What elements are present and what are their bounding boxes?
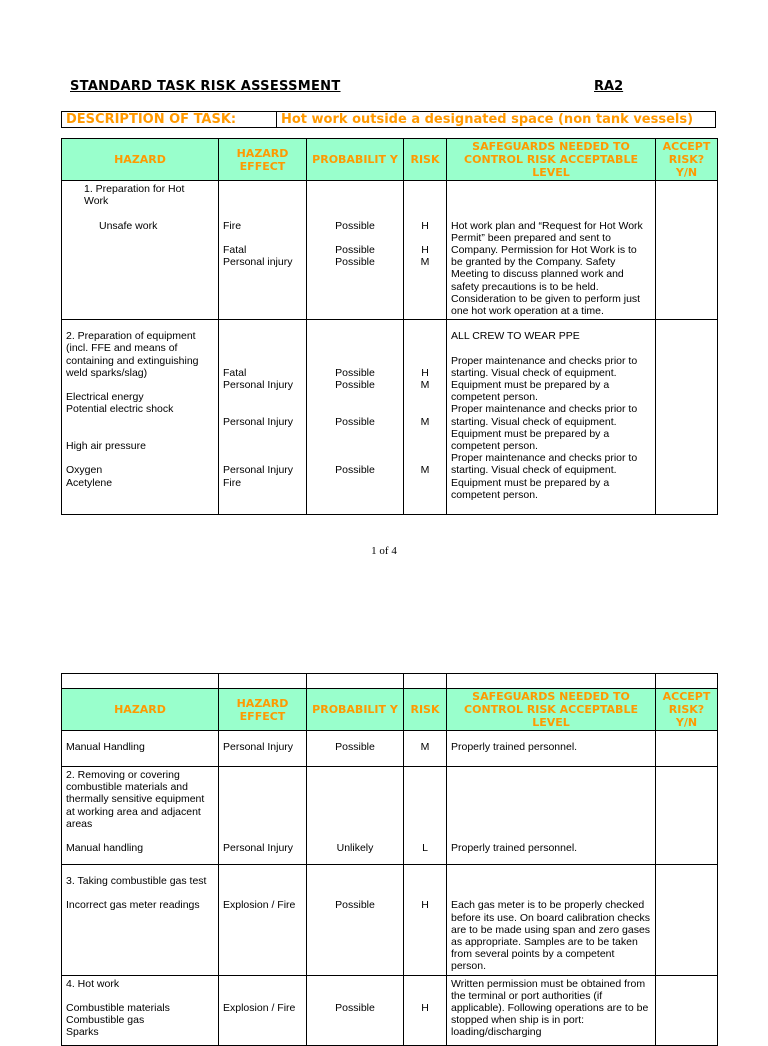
effect-cell [219, 181, 307, 320]
effect-text: Fire [223, 476, 242, 489]
safeguard-cell [447, 320, 656, 515]
header-hazard: HAZARD [62, 689, 219, 731]
hazard-text: Combustible gas [66, 1014, 145, 1027]
effect-text: Personal injury [223, 256, 293, 269]
hazard-cell [62, 865, 219, 976]
probability-text: Possible [335, 741, 375, 753]
effect-cell [219, 975, 307, 1045]
task-description-label: DESCRIPTION OF TASK: [62, 112, 277, 127]
page-number: 1 of 4 [371, 545, 397, 557]
probability-cell [307, 320, 404, 515]
safeguard-cell [447, 865, 656, 976]
step-title: 1. Preparation for Hot Work [84, 183, 185, 208]
safeguard-text: Hot work plan and “Request for Hot Work Permit” been prepared and sent to Company. Permission for Hot Work is to be granted by the Company. Safety Meeting to discuss planned work and safety precautions is to be held. Consideration to be given to perform just one hot work operation at a time. [451, 219, 643, 317]
task-description-box [61, 111, 716, 128]
risk-cell [404, 975, 447, 1045]
table-row [62, 767, 718, 865]
table-row [62, 181, 718, 320]
risk-text: M [420, 464, 430, 477]
risk-text: M [420, 741, 430, 753]
hazard-text: Acetylene [66, 476, 113, 489]
risk-text: H [421, 219, 429, 232]
hazard-cell [62, 731, 219, 767]
header-hazard-effect: HAZARD EFFECT [219, 689, 307, 731]
effect-cell [219, 865, 307, 976]
task-description-value: Hot work outside a designated space (non tank vessels) [281, 112, 694, 127]
hazard-cell [62, 975, 219, 1045]
hazard-cell [62, 320, 219, 515]
risk-cell [404, 865, 447, 976]
accept-cell [656, 731, 718, 767]
probability-text: Possible [335, 1001, 375, 1014]
effect-text: Personal Injury [223, 741, 294, 753]
effect-text: Fatal [223, 243, 247, 256]
probability-text: Possible [335, 464, 375, 477]
header-safeguards: SAFEGUARDS NEEDED TO CONTROL RISK ACCEPTABLE LEVEL [447, 139, 656, 181]
risk-cell [404, 181, 447, 320]
probability-text: Possible [335, 899, 375, 912]
safeguard-cell [447, 767, 656, 865]
effect-text: Personal Injury [223, 378, 294, 391]
effect-cell [219, 731, 307, 767]
header-risk: RISK [404, 139, 447, 181]
table-row [62, 865, 718, 976]
risk-text: M [420, 256, 430, 269]
safeguard-cell [447, 181, 656, 320]
hazard-text: Oxygen [66, 464, 103, 477]
risk-text: M [420, 378, 430, 391]
step-title: 2. Preparation of equipment (incl. FFE and means of containing and extinguishing weld sparks/slag) [66, 330, 199, 379]
risk-text: H [421, 243, 429, 256]
probability-cell [307, 865, 404, 976]
effect-text: Explosion / Fire [223, 899, 296, 912]
header-probability: PROBABILIT Y [307, 689, 404, 731]
header-probability: PROBABILIT Y [307, 139, 404, 181]
header-hazard: HAZARD [62, 139, 219, 181]
safeguard-text: Proper maintenance and checks prior to starting. Visual check of equipment. Equipment must be prepared by a competent person. [451, 403, 638, 452]
header-risk: RISK [404, 689, 447, 731]
hazard-cell [62, 767, 219, 865]
safeguard-text: Proper maintenance and checks prior to starting. Visual check of equipment. Equipment must be prepared by a competent person. [451, 452, 638, 501]
table-row [62, 975, 718, 1045]
document-ref: RA2 [594, 79, 624, 94]
probability-text: Possible [335, 366, 375, 379]
probability-cell [307, 975, 404, 1045]
probability-text: Possible [335, 219, 375, 232]
hazard-text: Manual handling [66, 842, 144, 855]
header-hazard-effect: HAZARD EFFECT [219, 139, 307, 181]
risk-text: H [421, 366, 429, 379]
header-accept-risk: ACCEPT RISK? Y/N [656, 139, 718, 181]
probability-text: Possible [335, 415, 375, 428]
safeguard-cell [447, 731, 656, 767]
probability-text: Unlikely [336, 842, 374, 855]
risk-table-page2 [61, 673, 718, 1046]
hazard-text: Manual Handling [66, 741, 145, 753]
accept-cell [656, 320, 718, 515]
table-header-row [62, 689, 718, 731]
safeguard-text: Proper maintenance and checks prior to starting. Visual check of equipment. Equipment must be prepared by a competent person. [451, 354, 638, 404]
safeguard-cell [447, 975, 656, 1045]
hazard-cell [62, 181, 219, 320]
hazard-text: Potential electric shock [66, 403, 174, 416]
header-accept-risk: ACCEPT RISK? Y/N [656, 689, 718, 731]
risk-cell [404, 320, 447, 515]
probability-cell [307, 181, 404, 320]
hazard-text: Incorrect gas meter readings [66, 899, 200, 912]
risk-cell [404, 731, 447, 767]
hazard-text: High air pressure [66, 439, 146, 452]
effect-text: Fatal [223, 366, 247, 379]
effect-text: Personal Injury [223, 842, 294, 855]
effect-text: Personal Injury [223, 464, 294, 477]
risk-text: L [422, 842, 428, 855]
accept-cell [656, 865, 718, 976]
hazard-text: Sparks [66, 1026, 99, 1039]
effect-text: Explosion / Fire [223, 1001, 296, 1014]
safeguard-text: Written permission must be obtained from the terminal or port authorities (if applicable). Following operations are to be stopped when ship is in port: loading/discharging [451, 977, 649, 1039]
accept-cell [656, 181, 718, 320]
accept-cell [656, 975, 718, 1045]
probability-cell [307, 767, 404, 865]
table-header-row [62, 139, 718, 181]
risk-table-page1 [61, 138, 718, 515]
risk-cell [404, 767, 447, 865]
step-title: 4. Hot work [66, 977, 120, 990]
effect-text: Personal Injury [223, 415, 294, 428]
probability-text: Possible [335, 256, 375, 269]
safeguard-text: Properly trained personnel. [451, 741, 578, 753]
probability-text: Possible [335, 243, 375, 256]
safeguard-text: ALL CREW TO WEAR PPE [451, 330, 580, 343]
risk-text: H [421, 899, 429, 912]
table-row [62, 731, 718, 767]
safeguard-text: Properly trained personnel. [451, 842, 578, 855]
hazard-text: Combustible materials [66, 1001, 170, 1014]
effect-cell [219, 320, 307, 515]
effect-text: Fire [223, 219, 242, 232]
hazard-text: Electrical energy [66, 391, 144, 404]
safeguard-text: Each gas meter is to be properly checked before its use. On board calibration checks are to be made using span and zero gases as appropriate. Samples are to be taken from several points by a competent person. [451, 899, 651, 973]
step-title: 2. Removing or covering combustible materials and thermally sensitive equipment at working area and adjacent areas [66, 769, 205, 830]
hazard-text: Unsafe work [99, 219, 158, 232]
document-title: STANDARD TASK RISK ASSESSMENT [70, 79, 341, 94]
probability-text: Possible [335, 378, 375, 391]
header-safeguards: SAFEGUARDS NEEDED TO CONTROL RISK ACCEPTABLE LEVEL [447, 689, 656, 731]
probability-cell [307, 731, 404, 767]
step-title: 3. Taking combustible gas test [66, 875, 207, 887]
effect-cell [219, 767, 307, 865]
blank-row [62, 674, 718, 689]
risk-text: H [421, 1001, 429, 1014]
accept-cell [656, 767, 718, 865]
table-row [62, 320, 718, 515]
risk-text: M [420, 415, 430, 428]
